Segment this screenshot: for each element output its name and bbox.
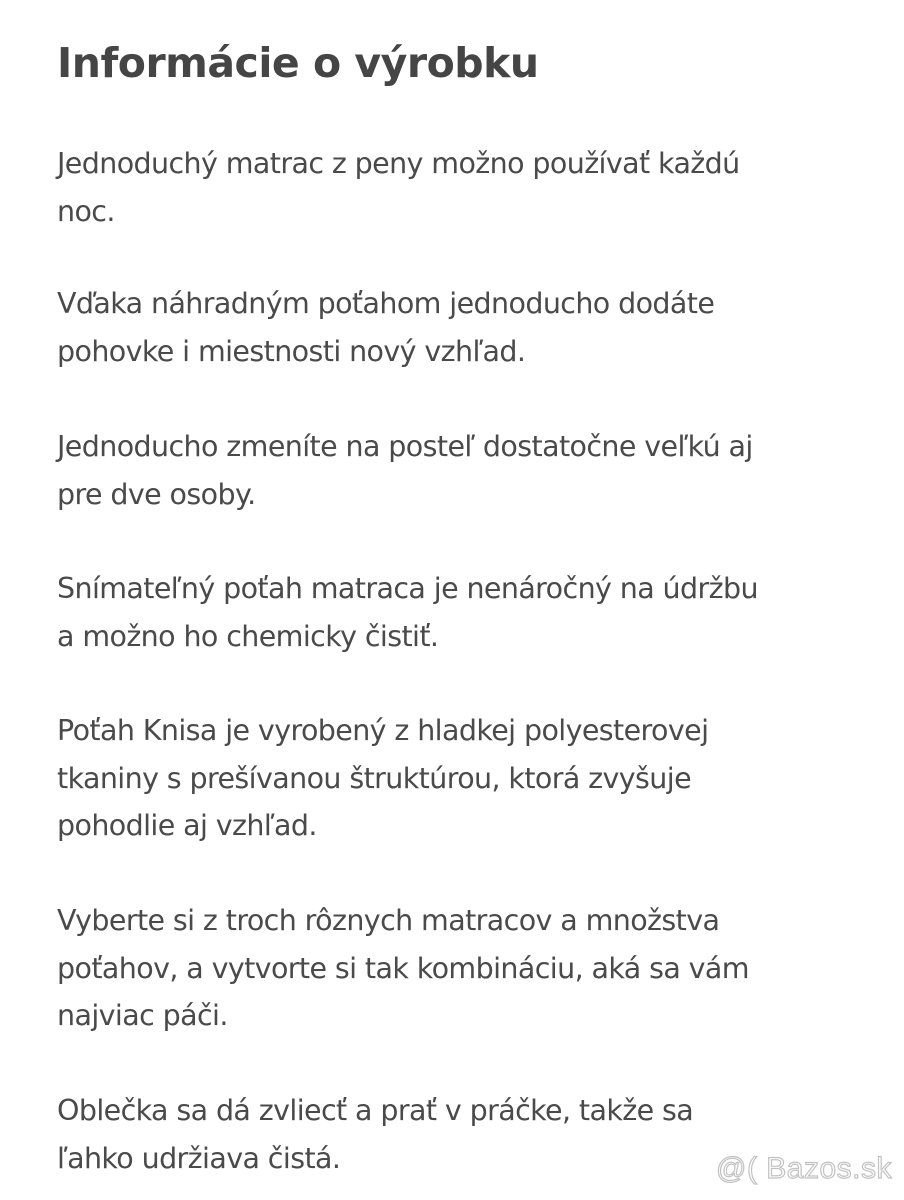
paragraph-line: pohodlie aj vzhľad. [57, 809, 317, 842]
paragraph-line: ľahko udržiava čistá. [57, 1141, 341, 1175]
paragraph-line: Oblečka sa dá zvliecť a prať v práčke, takže sa [57, 1094, 694, 1127]
paragraph-line: tkaniny s prešívanou štruktúrou, ktorá zvyšuje [57, 761, 692, 795]
paragraph-line: pre dve osoby. [57, 477, 256, 511]
paragraph-4 [57, 565, 758, 660]
paragraph-line: a možno ho chemicky čistiť. [57, 619, 439, 653]
paragraph-line: Jednoducho zmeníte na posteľ dostatočne veľkú aj [57, 430, 753, 463]
paragraph-line: Poťah Knisa je vyrobený z hladkej polyesterovej [57, 714, 709, 747]
paragraph-line: Vďaka náhradným poťahom jednoducho dodáte [57, 287, 715, 320]
paragraph-1 [57, 140, 740, 235]
paragraph-2 [57, 280, 714, 375]
paragraph-3 [57, 423, 753, 518]
paragraph-7 [57, 1087, 693, 1182]
paragraph-line: poťahov, a vytvorte si tak kombináciu, aká sa vám [57, 951, 749, 985]
paragraph-line: Jednoduchý matrac z peny možno používať každú [57, 147, 740, 180]
paragraph-line: najviac páči. [57, 999, 228, 1032]
paragraph-6 [57, 897, 749, 1040]
paragraph-line: pohovke i miestnosti nový vzhľad. [57, 334, 526, 368]
paragraph-5 [57, 707, 708, 850]
bazos-watermark: @( Bazos.sk [716, 1152, 892, 1185]
paragraph-line: noc. [57, 194, 115, 228]
paragraph-line: Vyberte si z troch rôznych matracov a množstva [57, 904, 720, 937]
page-title: Informácie o výrobku [57, 39, 539, 87]
paragraph-line: Snímateľný poťah matraca je nenáročný na údržbu [57, 572, 758, 605]
